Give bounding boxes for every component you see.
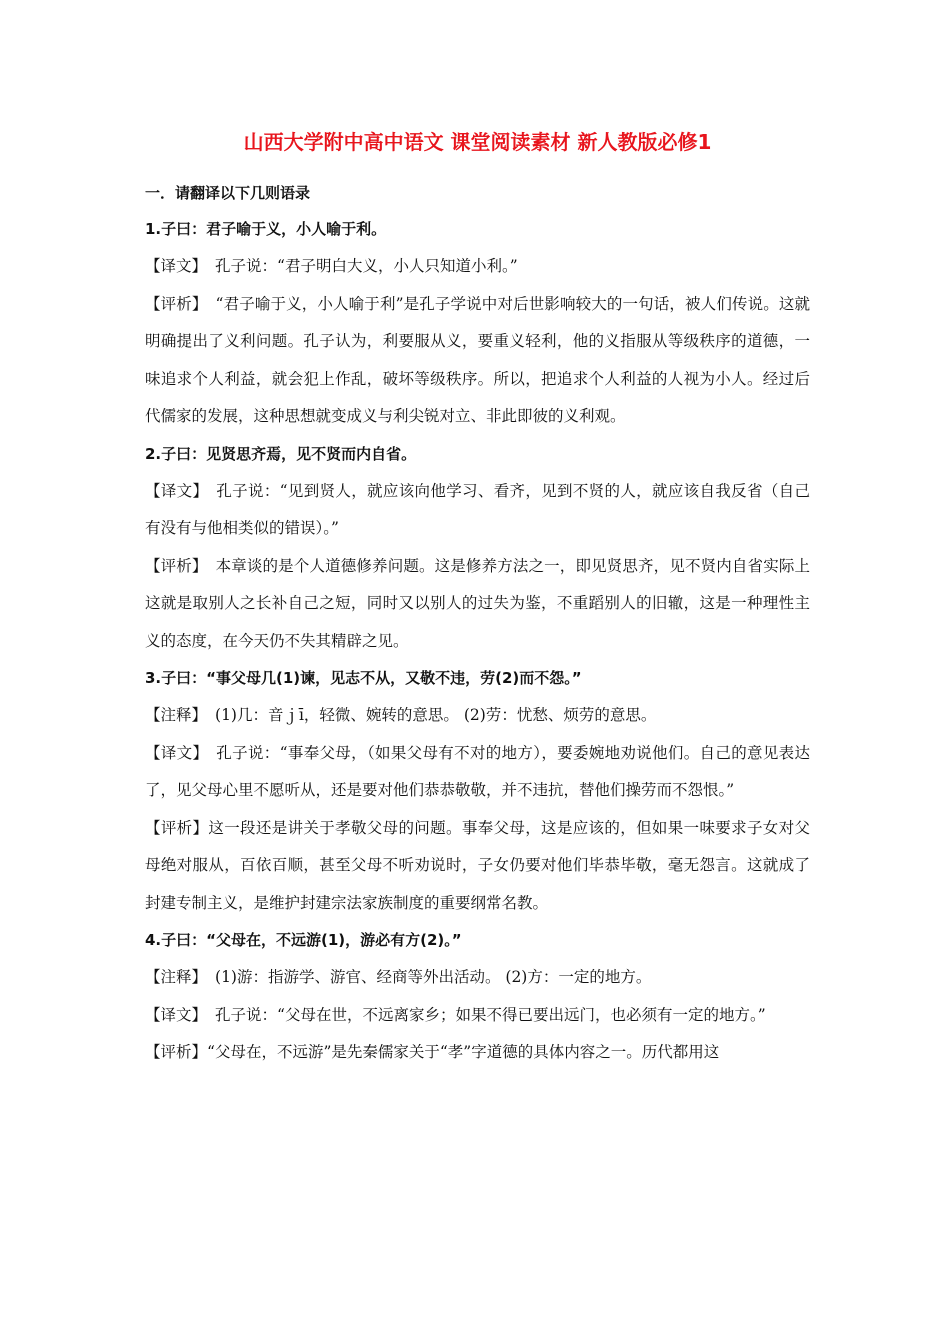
commentary-text: 这一段还是讲关于孝敬父母的问题。事奉父母，这是应该的，但如果一味要求子女对父母绝对服从，百依百顺，甚至父母不听劝说时，子女仍要对他们毕恭毕敬，毫无怨言。这就成了封建专制主义，是维护封建宗法家族制度的重要纲常名教。 [145,818,810,912]
commentary-text: “君子喻于义，小人喻于利”是孔子学说中对后世影响较大的一句话，被人们传说。这就明确提出了义利问题。孔子认为，利要服从义，要重义轻利，他的义指服从等级秩序的道德，一味追求个人利益，就会犯上作乱，破坏等级秩序。所以，把追求个人利益的人视为小人。经过后代儒家的发展，这种思想就变成义与利尖锐对立、非此即彼的义利观。 [145,294,810,425]
quote-1: 1.子曰：君子喻于义，小人喻于利。 [145,220,387,238]
commentary-text: 本章谈的是个人道德修养问题。这是修养方法之一，即见贤思齐，见不贤内自省实际上这就是取别人之长补自己之短，同时又以别人的过失为鉴，不重蹈别人的旧辙，这是一种理性主义的态度，在今天仍不失其精辟之见。 [145,556,810,650]
commentary-3 [145,810,810,923]
section-heading: 一．请翻译以下几则语录 [145,184,311,202]
commentary-text: “父母在，不远游”是先秦儒家关于“孝”字道德的具体内容之一。历代都用这 [207,1043,720,1061]
quote-3: 3.子曰：“事父母几(1)谏，见志不从，又敬不违，劳(2)而不怨。” [145,669,582,687]
document-page [145,118,810,1072]
notes-text: (1)游：指游学、游官、经商等外出活动。 (2)方：一定的地方。 [215,968,652,986]
commentary-label: 【评析】 [145,818,209,837]
commentary-label: 【评析】 [145,294,208,313]
notes-4 [145,959,810,997]
translation-label: 【译文】 [145,1005,208,1024]
translation-label: 【译文】 [145,481,209,500]
notes-label: 【注释】 [145,706,208,724]
translation-text: 孔子说：“见到贤人，就应该向他学习、看齐，见到不贤的人，就应该自我反省（自己有没有与他相类似的错误）。” [145,481,810,537]
quote-2: 2.子曰：见贤思齐焉，见不贤而内自省。 [145,444,417,463]
translation-text: 孔子说：“事奉父母，（如果父母有不对的地方），要委婉地劝说他们。自己的意见表达了，见父母心里不愿听从，还是要对他们恭恭敬敬，并不违抗，替他们操劳而不怨恨。” [145,743,810,799]
translation-text: 孔子说：“父母在世，不远离家乡；如果不得已要出远门，也必须有一定的地方。” [215,1005,766,1024]
commentary-2 [145,548,810,661]
notes-text: (1)几：音ｊī，轻微、婉转的意思。 (2)劳：忧愁、烦劳的意思。 [215,706,657,724]
quote-4: 4.子曰：“父母在，不远游(1)，游必有方(2)。” [145,931,462,949]
translation-label: 【译文】 [145,257,208,275]
translation-text: 孔子说：“君子明白大义，小人只知道小利。” [215,257,518,275]
notes-3 [145,697,810,735]
item-1 [145,211,810,436]
commentary-label: 【评析】 [145,1043,208,1061]
commentary-1 [145,286,810,436]
commentary-4 [145,1034,810,1072]
commentary-label: 【评析】 [145,556,208,575]
translation-3 [145,735,810,810]
translation-label: 【译文】 [145,743,209,762]
translation-1 [145,248,810,286]
notes-label: 【注释】 [145,968,208,986]
item-3 [145,660,810,922]
item-2 [145,436,810,661]
translation-4 [145,997,810,1035]
document-title: 山西大学附中高中语文 课堂阅读素材 新人教版必修1 [243,130,712,154]
item-4 [145,922,810,1072]
translation-2 [145,473,810,548]
